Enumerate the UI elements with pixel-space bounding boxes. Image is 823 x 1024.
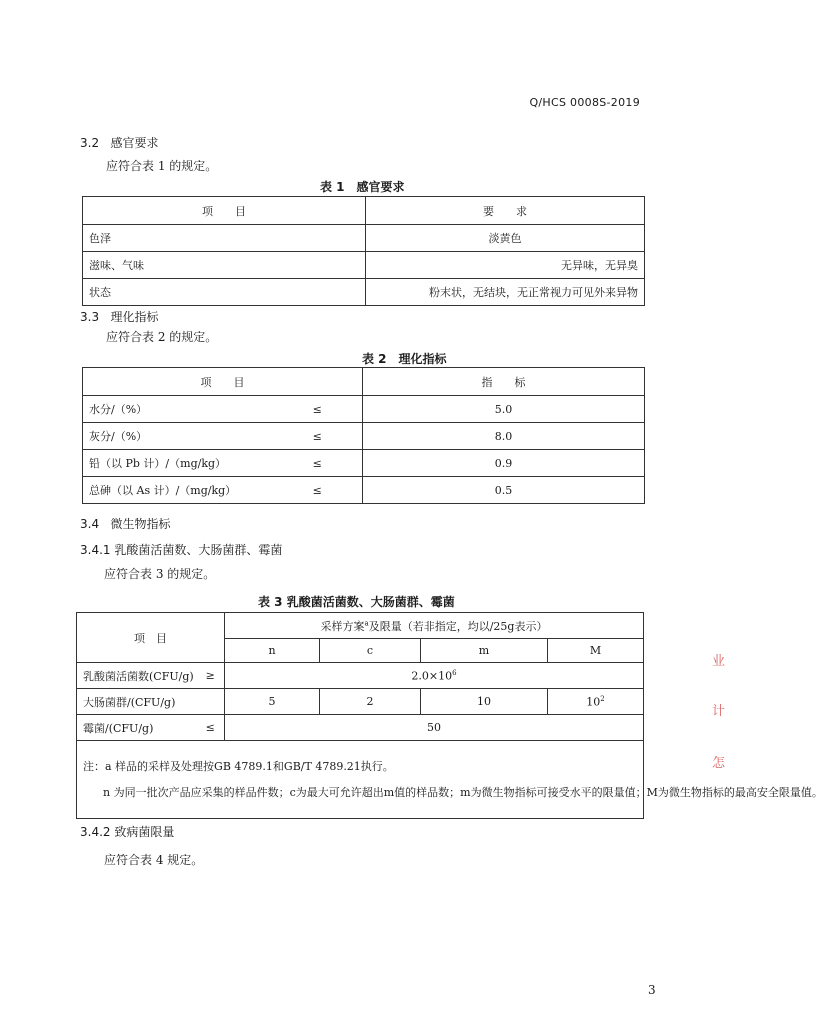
section-number: 3.3: [80, 310, 100, 324]
table-2-value: 8.0: [363, 423, 645, 450]
section-number: 3.4: [80, 517, 100, 531]
section-number: 3.4.1: [80, 543, 111, 557]
section-3-3-text: 应符合表 2 的规定。: [106, 330, 218, 344]
table-3-col-c: c: [320, 639, 421, 663]
table-2-head-value: 指 标: [363, 368, 645, 396]
table-2-symbol: ≤: [273, 396, 363, 423]
value-exponent: 2: [600, 694, 605, 703]
section-3-3-heading: [80, 308, 159, 325]
section-title: 理化指标: [110, 310, 159, 324]
table-3-value-n: 5: [225, 689, 320, 715]
table-3-notes: [77, 741, 823, 819]
page-number: 3: [648, 983, 656, 997]
section-3-4-2-heading: [80, 823, 174, 840]
table-3-value: 50: [225, 715, 644, 741]
section-3-4-2-text: 应符合表 4 规定。: [104, 853, 204, 867]
table-2-symbol: ≤: [273, 450, 363, 477]
table-2-value: 5.0: [363, 396, 645, 423]
table-1-cell: 无异味，无异臭: [366, 252, 645, 279]
table-3-value-c: 2: [320, 689, 421, 715]
section-title: 感官要求: [110, 136, 159, 150]
table-3-col-m: m: [421, 639, 548, 663]
table-2-head-item: 项 目: [83, 368, 363, 396]
table-2-caption: 表 2 理化指标: [362, 352, 447, 366]
value-base: 2.0×10: [411, 669, 453, 683]
table-3-value: [225, 663, 644, 689]
section-title: 乳酸菌活菌数、大肠菌群、霉菌: [114, 543, 283, 557]
section-3-4-heading: [80, 515, 171, 532]
section-3-2-text: 应符合表 1 的规定。: [106, 159, 218, 173]
section-3-4-1-text: 应符合表 3 的规定。: [104, 567, 216, 581]
seal-fragment: 业: [712, 654, 726, 669]
section-3-4-1-heading: [80, 541, 282, 558]
table-2-label: 灰分/（%）: [83, 423, 273, 450]
table-3-col-n: n: [225, 639, 320, 663]
table-1-head-requirement: 要 求: [366, 197, 645, 225]
seal-fragment: 计: [712, 704, 726, 719]
table-2-symbol: ≤: [273, 423, 363, 450]
section-number: 3.2: [80, 136, 100, 150]
table-2-value: 0.5: [363, 477, 645, 504]
table-3-head-item: 项 目: [77, 613, 225, 663]
table-2-label: 总砷（以 As 计）/（mg/kg）: [83, 477, 273, 504]
table-3-head-plan: [225, 613, 644, 639]
table-3-label: 乳酸菌活菌数(CFU/g): [77, 663, 197, 689]
table-3-note-2: n 为同一批次产品应采集的样品件数；c为最大可允许超出m值的样品数；m为微生物指标可接受水平的限量值；M为微生物指标的最高安全限量值。: [103, 785, 823, 799]
section-title: 微生物指标: [110, 517, 171, 531]
value-exponent: 6: [452, 668, 457, 677]
table-2-label: 水分/（%）: [83, 396, 273, 423]
table-1-cell: 状态: [83, 279, 366, 306]
table-3-note-1: 注：a 样品的采样及处理按GB 4789.1和GB/T 4789.21执行。: [83, 759, 394, 773]
table-1-cell: 色泽: [83, 225, 366, 252]
table-1-head-item: 项 目: [83, 197, 366, 225]
table-3-col-M: M: [548, 639, 644, 663]
table-3-symbol: ≥: [197, 663, 225, 689]
table-3: [76, 612, 823, 819]
table-2-value: 0.9: [363, 450, 645, 477]
table-1: [82, 196, 645, 306]
table-2: [82, 367, 645, 504]
table-3-caption: 表 3 乳酸菌活菌数、大肠菌群、霉菌: [258, 595, 455, 609]
table-3-symbol: ≤: [197, 715, 225, 741]
table-1-cell: 粉末状，无结块，无正常视力可见外来异物: [366, 279, 645, 306]
table-1-cell: 滋味、气味: [83, 252, 366, 279]
table-2-label: 铅（以 Pb 计）/（mg/kg）: [83, 450, 273, 477]
table-3-value-M: [548, 689, 644, 715]
table-3-value-m: 10: [421, 689, 548, 715]
section-number: 3.4.2: [80, 825, 111, 839]
table-1-cell: 淡黄色: [366, 225, 645, 252]
standard-code: Q/HCS 0008S-2019: [529, 96, 640, 109]
plan-head-sup: a: [364, 618, 369, 627]
plan-head-pre: 采样方案: [320, 619, 365, 633]
seal-fragment: 怎: [712, 756, 726, 771]
table-1-caption: 表 1 感官要求: [320, 180, 405, 194]
table-2-symbol: ≤: [273, 477, 363, 504]
table-3-label: 大肠菌群/(CFU/g): [77, 689, 225, 715]
section-3-2-heading: [80, 134, 159, 151]
table-3-label: 霉菌/(CFU/g): [77, 715, 197, 741]
plan-head-post: 及限量（若非指定，均以/25g表示）: [368, 619, 548, 633]
value-base: 10: [586, 695, 601, 709]
section-title: 致病菌限量: [114, 825, 175, 839]
